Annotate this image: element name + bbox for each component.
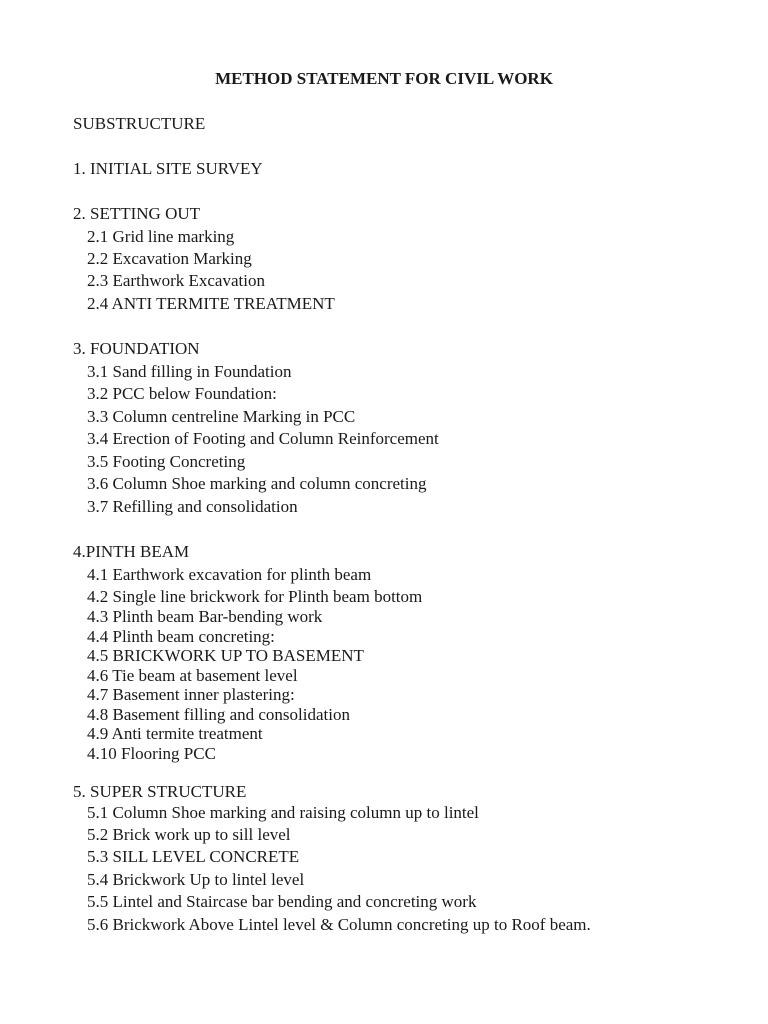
list-item: 4.10 Flooring PCC: [87, 744, 216, 763]
list-item: 3.5 Footing Concreting: [87, 452, 246, 471]
list-item: 2.4 ANTI TERMITE TREATMENT: [87, 294, 335, 313]
list-item: 5.6 Brickwork Above Lintel level & Column concreting up to Roof beam.: [87, 915, 591, 934]
list-item: 5.1 Column Shoe marking and raising column up to lintel: [87, 803, 479, 822]
list-item: 5.2 Brick work up to sill level: [87, 825, 291, 844]
substructure-heading: SUBSTRUCTURE: [73, 114, 206, 133]
list-item: 3.4 Erection of Footing and Column Reinforcement: [87, 429, 439, 448]
list-item: 2.2 Excavation Marking: [87, 249, 252, 268]
list-item: 4.2 Single line brickwork for Plinth beam bottom: [87, 587, 423, 606]
list-item: 3.3 Column centreline Marking in PCC: [87, 407, 356, 426]
list-item: 2.1 Grid line marking: [87, 227, 235, 246]
list-item: 2.3 Earthwork Excavation: [87, 271, 265, 290]
list-item: 4.1 Earthwork excavation for plinth beam: [87, 565, 372, 584]
list-item: 3.6 Column Shoe marking and column concreting: [87, 474, 427, 493]
document-title: METHOD STATEMENT FOR CIVIL WORK: [215, 69, 553, 88]
list-item: 4.6 Tie beam at basement level: [87, 666, 298, 685]
section-title-5: 5. SUPER STRUCTURE: [73, 782, 247, 801]
section-title-2: 2. SETTING OUT: [73, 204, 201, 223]
list-item: 3.2 PCC below Foundation:: [87, 384, 277, 403]
section-title-4: 4.PINTH BEAM: [73, 542, 190, 561]
list-item: 5.4 Brickwork Up to lintel level: [87, 870, 305, 889]
section-title-1: 1. INITIAL SITE SURVEY: [73, 159, 263, 178]
list-item: 4.3 Plinth beam Bar-bending work: [87, 607, 323, 626]
list-item: 4.5 BRICKWORK UP TO BASEMENT: [87, 646, 364, 665]
list-item: 4.9 Anti termite treatment: [87, 724, 263, 743]
list-item: 4.4 Plinth beam concreting:: [87, 627, 275, 646]
list-item: 4.7 Basement inner plastering:: [87, 685, 295, 704]
list-item: 4.8 Basement filling and consolidation: [87, 705, 350, 724]
list-item: 5.5 Lintel and Staircase bar bending and concreting work: [87, 892, 477, 911]
list-item: 5.3 SILL LEVEL CONCRETE: [87, 847, 300, 866]
list-item: 3.7 Refilling and consolidation: [87, 497, 298, 516]
list-item: 3.1 Sand filling in Foundation: [87, 362, 292, 381]
section-title-3: 3. FOUNDATION: [73, 339, 200, 358]
